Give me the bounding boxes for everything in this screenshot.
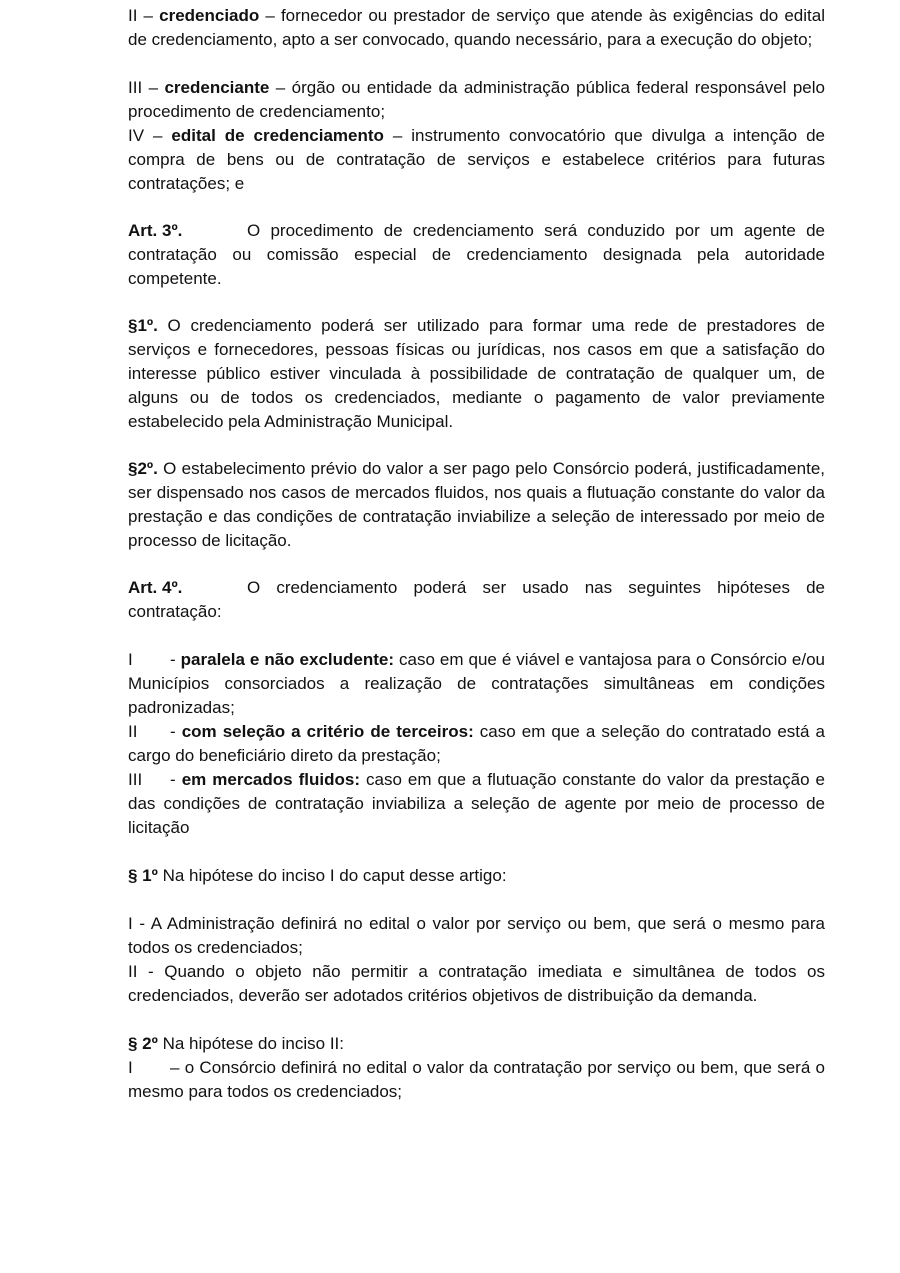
paragraph-text: O estabelecimento prévio do valor a ser pago pelo Consórcio poderá, justificadamente, ser dispensado nos casos de mercados fluidos, nos quais a flutuação constante do valor da prestação e das condições de contratação inviabilize a seleção de interessado por meio de processo de licitação.	[128, 459, 825, 550]
article-3-paragraph-1	[128, 314, 825, 434]
numeral: III	[128, 770, 143, 789]
numeral: I	[128, 1058, 133, 1077]
article-text: O procedimento de credenciamento será conduzido por um agente de contratação ou comissão especial de credenciamento designada pela autoridade competente.	[128, 221, 825, 288]
article-text: O credenciamento poderá ser usado nas seguintes hipóteses de contratação:	[128, 578, 825, 621]
article-3	[128, 219, 825, 291]
paragraph-text: O credenciamento poderá ser utilizado para formar uma rede de prestadores de serviços e fornecedores, pessoas físicas ou jurídicas, nos casos em que a satisfação do interesse público estiver vinculada à possibilidade de contratação de qualquer um, de alguns ou de todos os credenciados, mediante o pagamento de valor previamente estabelecido pela Administração Municipal.	[128, 316, 825, 431]
term: credenciado	[159, 6, 260, 25]
numeral: III –	[128, 78, 165, 97]
article-3-paragraph-2	[128, 457, 825, 553]
definition: caso em que a seleção do contratado está a cargo do beneficiário direto da prestação;	[128, 722, 825, 765]
paragraph-mark: § 2º	[128, 1034, 158, 1053]
hypothesis-item	[128, 720, 825, 768]
hypothesis-item	[128, 768, 825, 840]
term: credenciante	[164, 78, 270, 97]
inciso-iv-edital	[128, 124, 825, 196]
paragraph-mark: §2º.	[128, 459, 158, 478]
term: em mercados fluidos:	[181, 770, 360, 789]
numeral: I	[128, 650, 133, 669]
term: edital de credenciamento	[171, 126, 384, 145]
paragraph-mark: §1º.	[128, 316, 158, 335]
dash: -	[170, 722, 182, 741]
article-heading: Art. 4º.	[128, 578, 183, 597]
article-4	[128, 576, 825, 624]
definition: – fornecedor ou prestador de serviço que atende às exigências do edital de credenciamento, apto a ser convocado, quando necessário, para a execução do objeto;	[128, 6, 825, 49]
list-item	[128, 1056, 825, 1104]
definition: – instrumento convocatório que divulga a intenção de compra de bens ou de contratação de serviços e estabelece critérios para futuras contratações; e	[128, 126, 825, 193]
paragraph-mark: § 1º	[128, 866, 158, 885]
numeral: II	[128, 722, 138, 741]
article-4-paragraph-1	[128, 864, 825, 888]
numeral: II –	[128, 6, 160, 25]
term: paralela e não excludente:	[180, 650, 395, 669]
definition: – órgão ou entidade da administração pública federal responsável pelo procedimento de credenciamento;	[128, 78, 825, 121]
inciso-iii-credenciante	[128, 76, 825, 124]
item-text: – o Consórcio definirá no edital o valor da contratação por serviço ou bem, que será o mesmo para todos os credenciados;	[128, 1058, 825, 1101]
paragraph-text: Na hipótese do inciso I do caput desse artigo:	[157, 866, 507, 885]
list-item: II - Quando o objeto não permitir a contratação imediata e simultânea de todos os credenciados, deverão ser adotados critérios objetivos de distribuição da demanda.	[128, 962, 825, 1005]
article-4-paragraph-2	[128, 1032, 825, 1056]
definition: caso em que a flutuação constante do valor da prestação e das condições de contratação inviabiliza a seleção de agente por meio de processo de licitação	[128, 770, 825, 837]
paragraph-text: Na hipótese do inciso II:	[157, 1034, 345, 1053]
term: com seleção a critério de terceiros:	[181, 722, 474, 741]
list-item: I - A Administração definirá no edital o valor por serviço ou bem, que será o mesmo para todos os credenciados;	[128, 914, 825, 957]
dash: -	[170, 770, 182, 789]
definition: caso em que é viável e vantajosa para o Consórcio e/ou Municípios consorciados a realização de contratações simultâneas em condições padronizadas;	[128, 650, 825, 717]
document-page	[128, 4, 825, 1104]
dash: -	[170, 650, 181, 669]
inciso-ii-credenciado	[128, 4, 825, 52]
hypothesis-item	[128, 648, 825, 720]
numeral: IV –	[128, 126, 172, 145]
article-heading: Art. 3º.	[128, 221, 183, 240]
